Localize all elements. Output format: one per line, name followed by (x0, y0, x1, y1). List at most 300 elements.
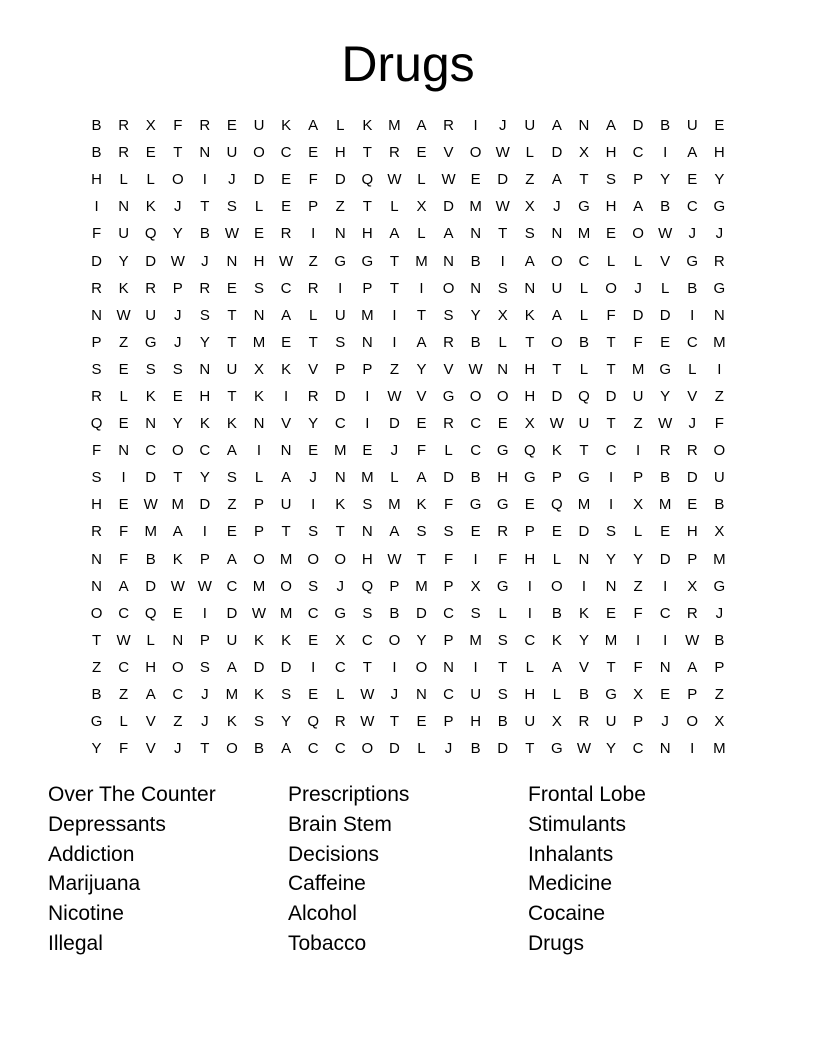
grid-letter: B (199, 225, 210, 243)
grid-letter: X (416, 198, 427, 216)
grid-letter: M (577, 225, 591, 243)
grid-letter: T (200, 740, 210, 758)
grid-letter: X (335, 631, 346, 649)
grid-letter: A (633, 198, 644, 216)
grid-letter: S (308, 577, 319, 595)
grid-letter: C (199, 442, 211, 460)
grid-letter: I (608, 496, 614, 514)
grid-letter: B (91, 686, 102, 704)
grid-letter: S (606, 171, 617, 189)
grid-letter: P (443, 713, 454, 731)
grid-letter: Z (633, 577, 643, 595)
grid-letter: P (633, 171, 644, 189)
grid-letter: Y (118, 252, 129, 270)
grid-letter: I (202, 604, 207, 622)
grid-letter: S (91, 360, 102, 378)
grid-letter: F (119, 550, 129, 568)
grid-letter: T (227, 387, 237, 405)
grid-letter: Y (660, 171, 671, 189)
grid-letter: N (361, 523, 373, 541)
grid-letter: T (389, 252, 399, 270)
grid-letter: N (91, 306, 102, 324)
grid-letter: G (523, 469, 536, 487)
grid-letter: R (307, 279, 319, 297)
grid-letter: S (606, 523, 617, 541)
grid-letter: K (578, 604, 589, 622)
grid-letter: N (551, 225, 563, 243)
grid-letter: G (713, 198, 726, 216)
grid-letter: J (201, 713, 209, 731)
grid-letter: Z (308, 252, 318, 270)
grid-letter: W (495, 198, 510, 216)
grid-letter: T (416, 306, 427, 324)
grid-letter: L (336, 117, 345, 135)
grid-letter: P (687, 686, 698, 704)
grid-letter: L (498, 604, 507, 622)
grid-letter: D (226, 604, 238, 622)
grid-letter: L (146, 171, 155, 189)
grid-letter: P (199, 550, 210, 568)
grid-letter: B (91, 144, 102, 162)
word-list-item: Illegal (48, 931, 103, 955)
grid-letter: S (362, 604, 373, 622)
grid-letter: B (145, 550, 156, 568)
word-list-item: Medicine (528, 872, 613, 896)
grid-letter: I (500, 252, 505, 270)
grid-letter: R (199, 117, 211, 135)
grid-letter: U (470, 686, 482, 704)
grid-letter: O (171, 658, 184, 676)
grid-letter: Y (172, 225, 183, 243)
grid-letter: J (688, 415, 696, 433)
grid-letter: R (91, 523, 102, 541)
grid-letter: D (605, 387, 617, 405)
grid-letter: M (252, 577, 266, 595)
grid-letter: J (174, 740, 182, 758)
grid-letter: W (658, 225, 673, 243)
grid-letter: B (714, 496, 725, 514)
grid-letter: R (118, 117, 130, 135)
grid-letter: I (473, 117, 478, 135)
grid-letter: A (145, 686, 156, 704)
grid-letter: D (91, 252, 102, 270)
grid-letter: O (551, 577, 563, 595)
grid-letter: N (334, 469, 346, 487)
grid-letter: F (416, 442, 427, 460)
grid-letter: M (415, 252, 428, 270)
grid-letter: E (118, 360, 129, 378)
grid-letter: T (362, 658, 372, 676)
grid-letter: G (469, 496, 482, 514)
grid-letter: J (715, 225, 724, 243)
grid-letter: I (94, 198, 99, 216)
grid-letter: M (252, 333, 266, 351)
grid-letter: E (660, 686, 671, 704)
grid-letter: B (470, 252, 481, 270)
grid-letter: R (334, 713, 346, 731)
grid-letter: G (713, 577, 726, 595)
grid-letter: D (443, 469, 454, 487)
grid-letter: H (145, 658, 157, 676)
grid-letter: D (388, 740, 400, 758)
grid-letter: I (311, 225, 316, 243)
grid-letter: O (226, 740, 238, 758)
grid-letter: J (444, 740, 453, 758)
grid-letter: W (116, 631, 131, 649)
grid-letter: V (443, 144, 454, 162)
grid-letter: N (280, 442, 292, 460)
grid-letter: N (443, 252, 454, 270)
grid-letter: A (687, 144, 698, 162)
grid-letter: O (713, 442, 726, 460)
grid-letter: K (254, 686, 265, 704)
grid-letter: W (279, 252, 294, 270)
grid-letter: T (498, 658, 508, 676)
grid-letter: J (634, 279, 642, 297)
grid-letter: R (199, 279, 211, 297)
grid-letter: A (172, 523, 183, 541)
grid-letter: C (280, 144, 292, 162)
grid-letter: H (524, 550, 536, 568)
grid-letter: S (362, 496, 373, 514)
grid-letter: A (687, 658, 698, 676)
grid-letter: J (174, 198, 182, 216)
grid-letter: A (226, 550, 237, 568)
grid-letter: F (633, 333, 643, 351)
grid-row (83, 139, 733, 166)
grid-letter: T (91, 631, 102, 649)
grid-letter: N (578, 117, 590, 135)
grid-letter: I (365, 415, 370, 433)
word-list-item: Drugs (528, 931, 585, 955)
grid-letter: E (281, 171, 292, 189)
grid-letter: L (119, 713, 128, 731)
grid-letter: Y (199, 469, 210, 487)
grid-letter: K (199, 415, 210, 433)
grid-letter: U (686, 117, 698, 135)
grid-letter: X (714, 713, 725, 731)
grid-letter: L (552, 686, 562, 704)
grid-letter: T (606, 360, 616, 378)
grid-row (83, 247, 733, 274)
grid-letter: S (172, 360, 183, 378)
grid-letter: G (361, 252, 374, 270)
grid-letter: J (201, 686, 209, 704)
grid-letter: T (552, 360, 562, 378)
grid-letter: I (392, 333, 397, 351)
grid-letter: K (281, 360, 292, 378)
grid-letter: U (226, 631, 238, 649)
grid-row (83, 735, 733, 762)
grid-letter: T (525, 740, 535, 758)
grid-letter: C (361, 631, 373, 649)
grid-letter: S (226, 198, 237, 216)
grid-letter: W (549, 415, 564, 433)
grid-letter: K (118, 279, 129, 297)
grid-letter: D (334, 387, 346, 405)
grid-letter: K (524, 306, 535, 324)
grid-letter: E (254, 225, 265, 243)
grid-row (83, 437, 733, 464)
grid-letter: W (170, 577, 185, 595)
grid-letter: E (687, 171, 698, 189)
grid-row (83, 600, 733, 627)
grid-letter: U (605, 713, 617, 731)
grid-letter: R (443, 333, 454, 351)
grid-letter: G (496, 442, 509, 460)
grid-letter: J (174, 333, 182, 351)
grid-letter: I (608, 469, 614, 487)
grid-letter: X (578, 144, 589, 162)
grid-letter: Y (470, 306, 481, 324)
grid-letter: Q (144, 604, 157, 622)
grid-letter: O (307, 550, 319, 568)
grid-letter: A (281, 469, 292, 487)
grid-letter: M (171, 496, 185, 514)
grid-letter: W (251, 604, 267, 622)
grid-letter: H (361, 550, 373, 568)
grid-letter: H (361, 225, 373, 243)
grid-letter: M (225, 686, 239, 704)
grid-letter: J (228, 171, 236, 189)
grid-letter: E (308, 686, 319, 704)
grid-letter: D (253, 171, 265, 189)
grid-letter: M (713, 740, 726, 758)
grid-letter: W (224, 225, 240, 243)
grid-letter: X (254, 360, 265, 378)
grid-letter: B (470, 740, 481, 758)
grid-letter: C (145, 442, 157, 460)
grid-letter: S (308, 523, 319, 541)
grid-row (83, 275, 733, 302)
grid-letter: I (636, 631, 641, 649)
grid-letter: A (524, 252, 535, 270)
grid-letter: D (145, 577, 157, 595)
grid-letter: M (361, 469, 374, 487)
grid-letter: V (308, 360, 319, 378)
grid-letter: C (632, 740, 644, 758)
grid-letter: R (91, 279, 102, 297)
grid-letter: T (579, 171, 589, 189)
grid-letter: M (604, 631, 618, 649)
grid-letter: S (254, 713, 265, 731)
grid-letter: L (119, 387, 128, 405)
grid-letter: N (334, 225, 346, 243)
grid-letter: F (633, 604, 643, 622)
grid-letter: L (525, 658, 534, 676)
grid-letter: I (284, 387, 289, 405)
grid-letter: R (118, 144, 130, 162)
grid-letter: R (91, 387, 102, 405)
grid-letter: C (172, 686, 184, 704)
grid-letter: D (443, 198, 454, 216)
grid-letter: L (308, 306, 318, 324)
grid-letter: W (441, 171, 456, 189)
grid-letter: Y (281, 713, 292, 731)
word-list-item: Marijuana (48, 872, 141, 896)
grid-row (83, 193, 733, 220)
grid-letter: X (524, 198, 535, 216)
grid-letter: G (578, 198, 590, 216)
grid-letter: K (254, 631, 265, 649)
grid-letter: W (170, 252, 185, 270)
grid-letter: A (308, 117, 319, 135)
grid-letter: Z (714, 387, 724, 405)
grid-letter: D (551, 387, 563, 405)
grid-letter: Q (307, 713, 319, 731)
grid-letter: U (145, 306, 157, 324)
grid-letter: G (659, 360, 672, 378)
grid-letter: O (605, 279, 617, 297)
grid-letter: A (281, 306, 292, 324)
grid-letter: K (416, 496, 427, 514)
grid-letter: Z (173, 713, 183, 731)
grid-letter: U (226, 144, 238, 162)
word-list-item: Frontal Lobe (528, 783, 646, 806)
grid-letter: O (442, 279, 455, 297)
grid-row (83, 518, 733, 545)
grid-letter: W (387, 171, 402, 189)
grid-letter: N (605, 577, 617, 595)
grid-letter: J (174, 306, 182, 324)
grid-letter: C (605, 442, 617, 460)
grid-letter: N (253, 415, 265, 433)
grid-letter: P (687, 550, 698, 568)
grid-letter: X (633, 496, 644, 514)
grid-row (83, 654, 733, 681)
grid-letter: G (144, 333, 157, 351)
word-list-item: Over The Counter (48, 783, 216, 806)
grid-letter: C (226, 577, 238, 595)
grid-letter: K (226, 415, 237, 433)
grid-letter: B (91, 117, 102, 135)
grid-letter: E (172, 604, 183, 622)
grid-row (83, 356, 733, 383)
grid-letter: A (226, 442, 237, 460)
grid-letter: P (308, 198, 319, 216)
grid-letter: N (470, 279, 482, 297)
grid-letter: P (443, 631, 454, 649)
grid-row (83, 464, 733, 491)
grid-letter: J (336, 577, 344, 595)
grid-letter: U (118, 225, 130, 243)
grid-letter: X (551, 713, 562, 731)
grid-letter: H (605, 198, 617, 216)
grid-letter: O (469, 144, 482, 162)
grid-letter: E (416, 415, 427, 433)
grid-letter: U (713, 469, 725, 487)
grid-letter: Y (416, 631, 427, 649)
word-list-item: Cocaine (528, 902, 606, 926)
grid-letter: K (145, 387, 156, 405)
grid-row (83, 383, 733, 410)
grid-letter: W (468, 360, 483, 378)
grid-letter: V (416, 387, 427, 405)
grid-letter: L (633, 252, 643, 270)
grid-letter: H (199, 387, 211, 405)
grid-letter: B (660, 117, 671, 135)
grid-letter: A (443, 225, 454, 243)
grid-letter: L (417, 171, 426, 189)
grid-letter: I (717, 360, 722, 378)
grid-letter: E (118, 415, 129, 433)
grid-letter: N (524, 279, 536, 297)
grid-letter: Y (91, 740, 102, 758)
grid-letter: O (334, 550, 347, 568)
grid-letter: M (144, 523, 157, 541)
grid-letter: H (524, 387, 536, 405)
grid-letter: Z (335, 198, 345, 216)
grid-letter: I (121, 469, 126, 487)
grid-letter: E (497, 415, 508, 433)
grid-letter: T (579, 442, 589, 460)
grid-letter: A (606, 117, 617, 135)
grid-row (83, 546, 733, 573)
grid-letter: H (713, 144, 725, 162)
grid-letter: C (118, 604, 130, 622)
word-list-item: Addiction (48, 842, 135, 866)
grid-letter: U (551, 279, 563, 297)
grid-letter: H (470, 713, 482, 731)
grid-letter: U (632, 387, 644, 405)
grid-letter: O (253, 144, 265, 162)
grid-letter: B (714, 631, 725, 649)
grid-letter: K (362, 117, 373, 135)
grid-row (83, 302, 733, 329)
grid-letter: L (417, 740, 426, 758)
grid-letter: M (631, 360, 645, 378)
grid-letter: L (552, 550, 562, 568)
grid-letter: N (199, 360, 211, 378)
grid-letter: B (470, 333, 481, 351)
grid-letter: T (200, 198, 210, 216)
grid-letter: E (524, 496, 535, 514)
grid-letter: O (496, 387, 509, 405)
grid-letter: O (469, 387, 482, 405)
letter-grid (83, 112, 733, 762)
grid-letter: C (443, 686, 454, 704)
grid-letter: V (281, 415, 292, 433)
grid-letter: S (199, 306, 210, 324)
grid-letter: T (173, 144, 183, 162)
grid-letter: H (334, 144, 346, 162)
grid-letter: N (416, 686, 427, 704)
grid-letter: Q (523, 442, 536, 460)
grid-letter: W (197, 577, 212, 595)
grid-letter: C (334, 658, 346, 676)
grid-letter: J (715, 604, 724, 622)
grid-letter: S (145, 360, 156, 378)
grid-letter: C (280, 279, 292, 297)
grid-letter: V (145, 740, 156, 758)
grid-letter: L (498, 333, 507, 351)
grid-letter: E (660, 523, 671, 541)
grid-letter: U (524, 713, 536, 731)
grid-letter: Z (91, 658, 102, 676)
grid-row (83, 166, 733, 193)
grid-letter: O (551, 333, 563, 351)
grid-letter: E (416, 713, 427, 731)
grid-letter: P (254, 523, 265, 541)
grid-letter: A (118, 577, 129, 595)
grid-letter: M (469, 631, 482, 649)
grid-letter: F (119, 740, 129, 758)
grid-letter: A (389, 225, 400, 243)
grid-letter: P (91, 333, 102, 351)
grid-letter: P (443, 577, 454, 595)
grid-letter: G (578, 469, 590, 487)
grid-letter: R (578, 713, 590, 731)
